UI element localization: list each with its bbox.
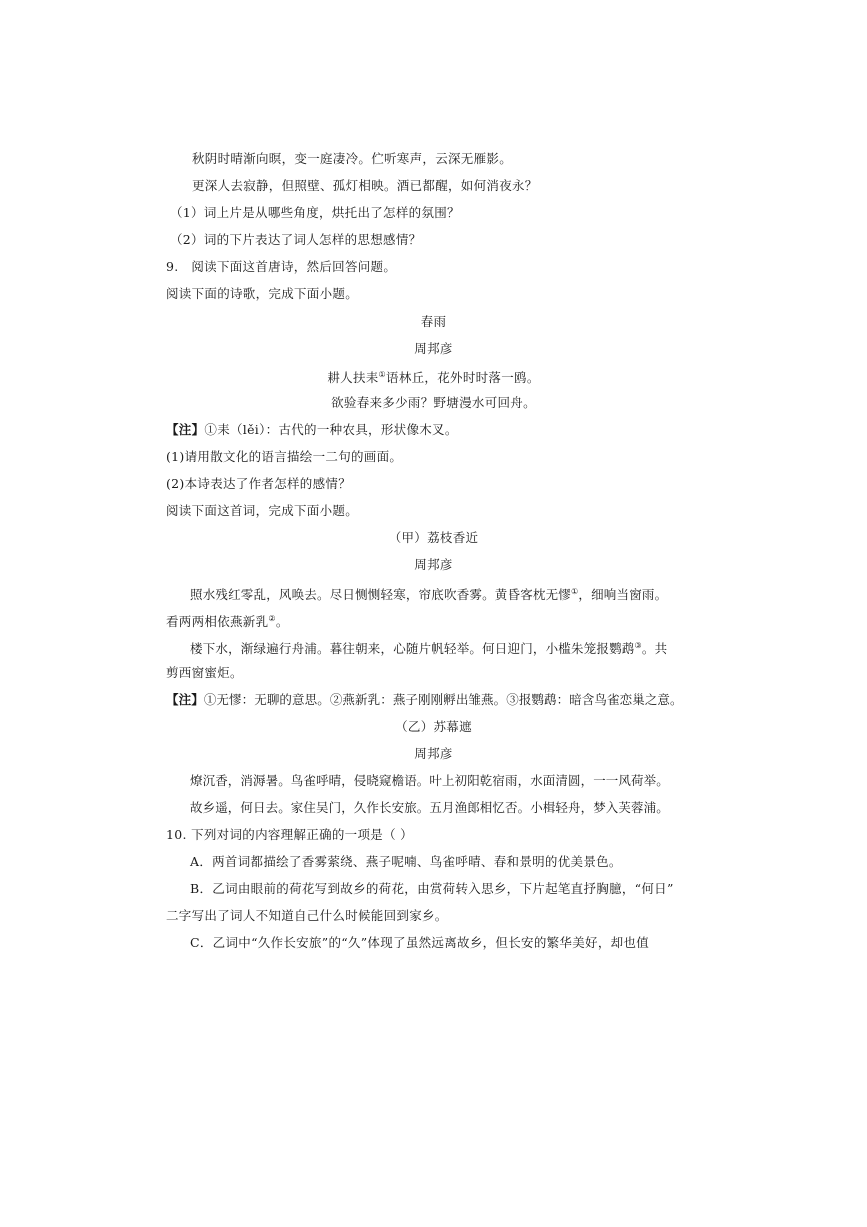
poem-title: （乙）苏幕遮 bbox=[395, 719, 472, 734]
poem-author: 周邦彦 bbox=[414, 746, 453, 761]
sub-question: (2)本诗表达了作者怎样的感情？ bbox=[166, 476, 352, 491]
note-text: ①无憀：无聊的意思。②燕新乳：燕子刚刚孵出雏燕。③报鹦鹉：暗含鸟雀恋巢之意。 bbox=[203, 692, 683, 707]
poem-verse: 欲验春来多少雨？野塘漫水可回舟。 bbox=[331, 395, 536, 410]
footnote-marker: ② bbox=[268, 614, 276, 623]
poem-title: 春雨 bbox=[420, 314, 447, 329]
verse-text: 耕人扶耒 bbox=[327, 370, 379, 385]
poem-verse bbox=[0, 367, 867, 386]
note-tag: 【注】 bbox=[166, 422, 205, 437]
answer-option-c: C．乙词中“久作长安旅”的“久”体现了虽然远离故乡，但长安的繁华美好，却也值 bbox=[190, 935, 650, 950]
question-stem: 下列对词的内容理解正确的一项是（ ） bbox=[191, 827, 413, 842]
instruction: 阅读下面的诗歌，完成下面小题。 bbox=[166, 286, 359, 301]
footnote-marker: ① bbox=[378, 370, 387, 379]
poem-line: 秋阴时晴渐向暝，变一庭凄冷。伫听寒声，云深无雁影。 bbox=[192, 151, 513, 166]
poem-line: 更深人去寂静，但照壁、孤灯相映。酒已都醒，如何消夜永？ bbox=[192, 178, 538, 193]
question-number: 10. bbox=[166, 827, 187, 842]
poem-author: 周邦彦 bbox=[414, 557, 453, 572]
poem-line bbox=[190, 584, 667, 603]
answer-option-b-continued: 二字写出了词人不知道自己什么时候能回到家乡。 bbox=[166, 908, 448, 923]
poem-line: 剪西窗蜜炬。 bbox=[166, 665, 243, 680]
answer-option-a: A．两首词都描绘了香雾萦绕、燕子呢喃、鸟雀呼晴、春和景明的优美景色。 bbox=[190, 854, 622, 869]
verse-text: 照水残红零乱，风唤去。尽日恻恻轻寒，帘底吹香雾。黄昏客枕无憀 bbox=[190, 587, 572, 602]
footnote-marker: ① bbox=[571, 587, 579, 596]
annotation bbox=[166, 692, 683, 708]
sub-question: (1)请用散文化的语言描绘一二句的画面。 bbox=[166, 449, 403, 464]
question-prompt: 阅读下面这首唐诗，然后回答问题。 bbox=[191, 259, 397, 274]
instruction: 阅读下面这首词，完成下面小题。 bbox=[166, 503, 359, 518]
note-text: ①耒（lěi）：古代的一种农具，形状像木叉。 bbox=[204, 422, 458, 437]
question-10 bbox=[166, 827, 413, 843]
poem-title: （甲）荔枝香近 bbox=[388, 530, 479, 545]
verse-text: 。 bbox=[275, 614, 289, 629]
question-9 bbox=[166, 259, 396, 275]
note-tag: 【注】 bbox=[166, 692, 204, 707]
annotation bbox=[166, 422, 458, 438]
poem-author: 周邦彦 bbox=[414, 341, 453, 356]
poem-line bbox=[166, 611, 289, 630]
sub-question: （1）词上片是从哪些角度，烘托出了怎样的氛围？ bbox=[170, 205, 460, 220]
poem-line: 故乡遥，何日去。家住吴门，久作长安旅。五月渔郎相忆否。小楫轻舟，梦入芙蓉浦。 bbox=[190, 800, 669, 815]
verse-text: 。共 bbox=[641, 641, 668, 656]
sub-question: （2）词的下片表达了词人怎样的思想感情？ bbox=[170, 232, 422, 247]
answer-option-b: B．乙词由眼前的荷花写到故乡的荷花，由赏荷转入思乡，下片起笔直抒胸臆，“何日” bbox=[190, 881, 674, 896]
footnote-marker: ③ bbox=[634, 641, 642, 650]
question-number: 9. bbox=[166, 259, 179, 274]
poem-line bbox=[190, 638, 667, 657]
verse-text: ，细响当窗雨。 bbox=[578, 587, 668, 602]
verse-text: 看两两相依燕新乳 bbox=[166, 614, 269, 629]
verse-text: 语林丘，花外时时落一鸥。 bbox=[386, 370, 540, 385]
poem-line: 燎沉香，消溽暑。鸟雀呼晴，侵晓窥檐语。叶上初阳乾宿雨，水面清圆，一一风荷举。 bbox=[190, 773, 669, 788]
verse-text: 楼下水，渐绿遍行舟浦。暮往朝来，心随片帆轻举。何日迎门，小槛朱笼报鹦鹉 bbox=[190, 641, 635, 656]
